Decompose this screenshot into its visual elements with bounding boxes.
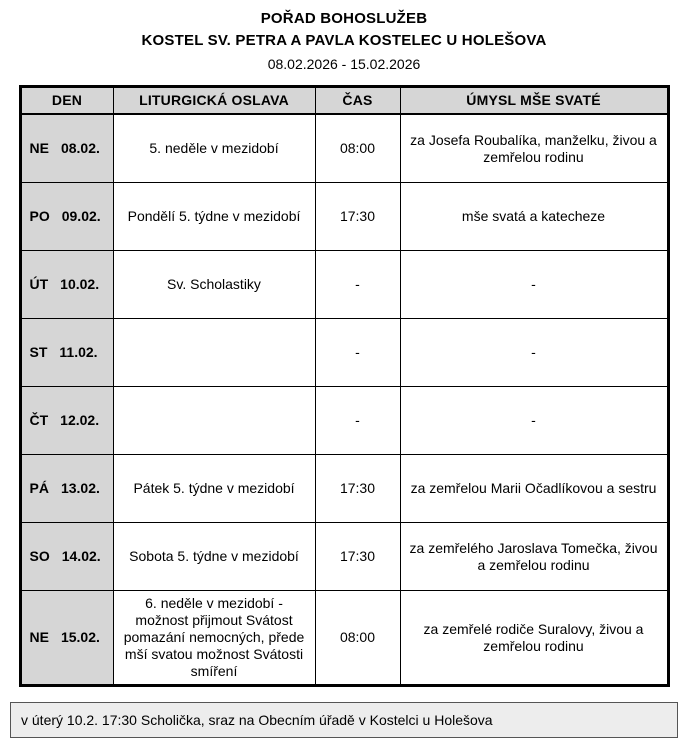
intention-cell: za zemřelou Marii Očadlíkovou a sestru <box>400 455 668 523</box>
day-date: 08.02. <box>60 140 100 157</box>
day-date: 11.02. <box>59 344 98 361</box>
intention-cell: - <box>400 319 668 387</box>
intention-cell: mše svatá a katecheze <box>400 183 668 251</box>
day-cell <box>20 251 113 319</box>
table-row <box>20 251 668 319</box>
column-header-intention: ÚMYSL MŠE SVATÉ <box>400 87 668 115</box>
intention-cell: - <box>400 251 668 319</box>
day-abbrev: NE <box>29 629 49 646</box>
day-cell <box>20 455 113 523</box>
column-header-celebration: LITURGICKÁ OSLAVA <box>113 87 315 115</box>
table-row <box>20 455 668 523</box>
time-cell: 17:30 <box>315 523 400 591</box>
intention-cell: za Josefa Roubalíka, manželku, živou a zemřelou rodinu <box>400 114 668 183</box>
intention-cell: za zemřelého Jaroslava Tomečka, živou a zemřelou rodinu <box>400 523 668 591</box>
day-cell <box>20 523 113 591</box>
day-abbrev: SO <box>29 548 50 565</box>
document-header <box>0 10 688 72</box>
date-range: 08.02.2026 - 15.02.2026 <box>267 56 421 72</box>
page-title: POŘAD BOHOSLUŽEB <box>260 10 428 27</box>
day-cell <box>20 319 113 387</box>
page-subtitle: KOSTEL SV. PETRA A PAVLA KOSTELEC U HOLEŠOVA <box>141 32 547 49</box>
day-cell <box>20 591 113 686</box>
table-row <box>20 319 668 387</box>
celebration-cell: 6. neděle v mezidobí - možnost přijmout Svátost pomazání nemocných, přede mší svatou možnost Svátosti smíření <box>113 591 315 686</box>
time-cell: 17:30 <box>315 455 400 523</box>
day-date: 09.02. <box>61 208 101 225</box>
schedule-table <box>19 85 670 687</box>
celebration-cell: Sobota 5. týdne v mezidobí <box>113 523 315 591</box>
time-cell: - <box>315 251 400 319</box>
intention-cell: - <box>400 387 668 455</box>
time-cell: 17:30 <box>315 183 400 251</box>
table-row <box>20 183 668 251</box>
day-abbrev: ÚT <box>29 276 49 293</box>
celebration-cell: Pondělí 5. týdne v mezidobí <box>113 183 315 251</box>
celebration-cell: Pátek 5. týdne v mezidobí <box>113 455 315 523</box>
time-cell: 08:00 <box>315 114 400 183</box>
table-row <box>20 591 668 686</box>
celebration-cell: 5. neděle v mezidobí <box>113 114 315 183</box>
table-row <box>20 523 668 591</box>
day-date: 12.02. <box>60 412 100 429</box>
table-row <box>20 387 668 455</box>
celebration-cell <box>113 319 315 387</box>
time-cell: 08:00 <box>315 591 400 686</box>
time-cell: - <box>315 387 400 455</box>
day-cell <box>20 183 113 251</box>
intention-cell: za zemřelé rodiče Suralovy, živou a zemřelou rodinu <box>400 591 668 686</box>
footer-note: v úterý 10.2. 17:30 Scholička, sraz na Obecním úřadě v Kostelci u Holešova <box>10 702 678 738</box>
day-abbrev: PÁ <box>29 480 49 497</box>
table-header-row <box>20 87 668 115</box>
time-cell: - <box>315 319 400 387</box>
celebration-cell <box>113 387 315 455</box>
day-cell <box>20 114 113 183</box>
column-header-den: DEN <box>20 87 113 115</box>
day-abbrev: ČT <box>29 412 49 429</box>
day-abbrev: ST <box>29 344 48 361</box>
day-abbrev: PO <box>29 208 50 225</box>
day-date: 10.02. <box>60 276 100 293</box>
day-date: 15.02. <box>60 629 100 646</box>
day-date: 14.02. <box>61 548 101 565</box>
day-abbrev: NE <box>29 140 49 157</box>
celebration-cell: Sv. Scholastiky <box>113 251 315 319</box>
day-date: 13.02. <box>60 480 100 497</box>
column-header-time: ČAS <box>315 87 400 115</box>
table-row <box>20 114 668 183</box>
day-cell <box>20 387 113 455</box>
